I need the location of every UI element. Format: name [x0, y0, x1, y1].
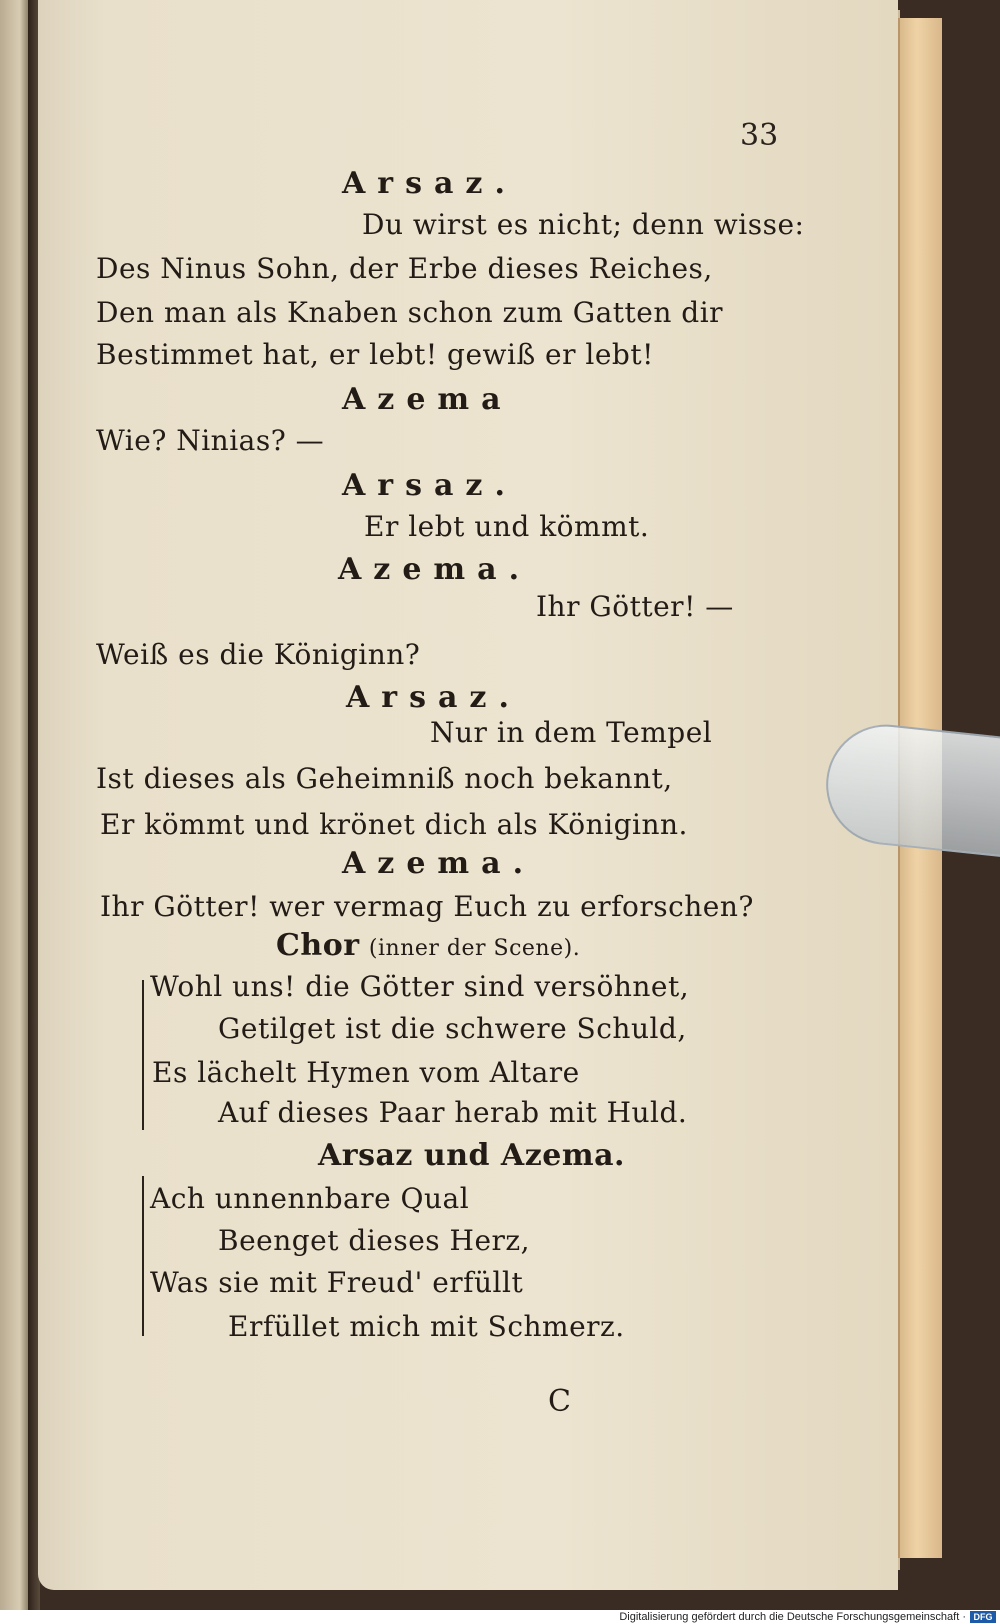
speaker-label: Arsaz. — [346, 680, 521, 715]
verse-line: Er lebt und kömmt. — [364, 510, 650, 543]
verse-line: Erfüllet mich mit Schmerz. — [228, 1310, 625, 1343]
speaker-label: Azema. — [338, 552, 532, 587]
verse-line: Getilget ist die schwere Schuld, — [218, 1012, 687, 1045]
speaker-label: Azema — [342, 382, 513, 417]
verse-line: Weiß es die Königinn? — [96, 638, 421, 671]
verse-line: Du wirst es nicht; denn wisse: — [362, 208, 805, 241]
catchword: C — [548, 1384, 571, 1419]
chorus-brace — [142, 980, 144, 1130]
verse-line: Bestimmet hat, er lebt! gewiß er lebt! — [96, 338, 654, 371]
verse-line: Was sie mit Freud' erfüllt — [150, 1266, 524, 1299]
verse-line: Auf dieses Paar herab mit Huld. — [218, 1096, 688, 1129]
facing-page-edge — [0, 0, 28, 1610]
duet-brace — [142, 1176, 144, 1336]
footer-credit: Digitalisierung gefördert durch die Deutsche Forschungsgemeinschaft · — [619, 1611, 966, 1623]
speaker-label: Arsaz. — [342, 166, 517, 201]
verse-line: Er kömmt und krönet dich als Königinn. — [100, 808, 688, 841]
verse-line: Ihr Götter! wer vermag Euch zu erforschen? — [100, 890, 754, 923]
verse-line: Wohl uns! die Götter sind versöhnet, — [150, 970, 690, 1003]
verse-line: Beenget dieses Herz, — [218, 1224, 531, 1257]
chorus-label: Chor — [276, 928, 360, 963]
stage-direction: (inner der Scene). — [368, 936, 581, 961]
page-number: 33 — [740, 118, 779, 153]
verse-line: Ihr Götter! — — [536, 590, 734, 623]
chorus-heading — [276, 928, 580, 963]
verse-line: Des Ninus Sohn, der Erbe dieses Reiches, — [96, 252, 713, 285]
footer-bar — [0, 1610, 1000, 1624]
verse-line: Ach unnennbare Qual — [150, 1182, 470, 1215]
verse-line: Es lächelt Hymen vom Altare — [152, 1056, 580, 1089]
dfg-logo: DFG — [970, 1611, 996, 1623]
verse-line: Nur in dem Tempel — [430, 716, 713, 749]
speaker-label: Arsaz. — [342, 468, 517, 503]
speaker-label: Azema. — [342, 846, 536, 881]
speaker-label: Arsaz und Azema. — [318, 1138, 625, 1173]
verse-line: Wie? Ninias? — — [96, 424, 325, 457]
verse-line: Ist dieses als Geheimniß noch bekannt, — [96, 762, 673, 795]
verse-line: Den man als Knaben schon zum Gatten dir — [96, 296, 724, 329]
